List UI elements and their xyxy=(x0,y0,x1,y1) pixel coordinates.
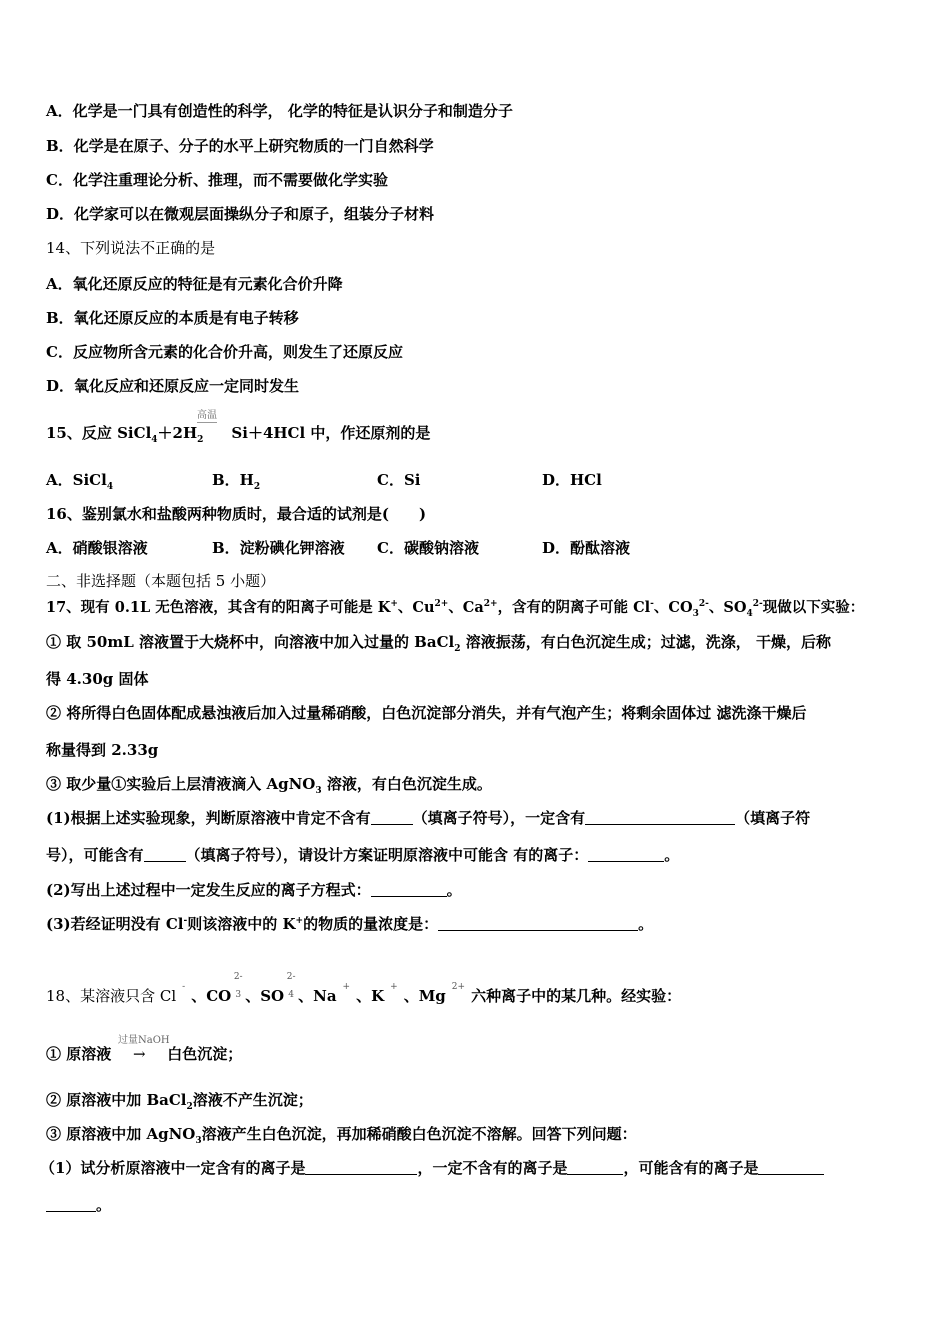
answer-blank[interactable] xyxy=(758,1160,824,1175)
q17-sup: 2- xyxy=(698,599,709,610)
q17-text: ，含有的阴离子可能 Cl xyxy=(497,599,651,616)
answer-blank[interactable] xyxy=(567,1160,623,1175)
q17-text: （填离子符号），请设计方案证明原溶液中可能含 有的离子： xyxy=(185,846,589,864)
q17-text: 17、现有 0.1L 无色溶液，其含有的阳离子可能是 K xyxy=(46,599,391,616)
q17-sup: + xyxy=(295,916,304,926)
q17-sup: 2+ xyxy=(434,599,449,610)
q18-stem xyxy=(46,972,681,1009)
q14-option-b: B．氧化还原反应的本质是有电子转移 xyxy=(46,309,299,327)
q17-text: 。 xyxy=(446,881,462,899)
q18-text: 、CO xyxy=(191,987,232,1005)
q15-option-c: C．Si xyxy=(377,471,421,489)
q17-stem xyxy=(46,598,864,618)
q17-text: 现做以下实验： xyxy=(762,599,865,616)
q17-step-1-cont: 得 4.30g 固体 xyxy=(46,670,149,688)
q14-option-d: D．氧化反应和还原反应一定同时发生 xyxy=(46,377,300,395)
q18-sub: 3 xyxy=(195,1136,202,1146)
q15-option-b-sub: 2 xyxy=(253,482,261,492)
q18-text: 、Na xyxy=(298,987,337,1005)
q18-charge-co3 xyxy=(231,972,245,1000)
q13-option-d: D．化学家可以在微观层面操纵分子和原子，组装分子材料 xyxy=(46,205,435,223)
q18-text: 六种离子中的某几种。经实验： xyxy=(471,987,682,1005)
q17-part-2 xyxy=(46,880,462,900)
q17-sup: - xyxy=(650,599,654,610)
answer-blank[interactable] xyxy=(305,1160,417,1175)
q18-text: ，一定不含有的离子是 xyxy=(417,1159,568,1177)
answer-blank[interactable] xyxy=(144,847,186,862)
q17-text: 溶液，有白色沉淀生成。 xyxy=(326,775,492,793)
q18-text: 、Mg xyxy=(403,987,446,1005)
q15-reaction-condition: 高温 xyxy=(197,410,217,421)
q15-option-a-sub: 4 xyxy=(106,482,114,492)
q14-option-a: A．氧化还原反应的特征是有元素化合价升降 xyxy=(46,275,343,293)
q15-option-a-text: A．SiCl xyxy=(46,471,107,489)
q18-step-2: ② 原溶液中加 BaCl$_2$溶液不产生沉淀； xyxy=(46,1091,313,1112)
q18-text: 、K xyxy=(356,987,385,1005)
q13-option-b: B．化学是在原子、分子的水平上研究物质的一门自然科学 xyxy=(46,137,434,155)
q15-stem xyxy=(46,423,430,443)
q18-text: （1）试分析原溶液中一定含有的离子是 xyxy=(40,1159,306,1177)
q17-text: (1)根据上述实验现象，判断原溶液中肯定不含有 xyxy=(46,809,371,827)
q17-step-2: ② 将所得白色固体配成悬浊液后加入过量稀硝酸，白色沉淀部分消失，并有气泡产生；将剩余固体过 滤洗涤干燥后 xyxy=(46,704,807,722)
q17-text: 号），可能含有 xyxy=(46,846,144,864)
q18-sup: 2- xyxy=(286,972,296,982)
q18-sup: 2+ xyxy=(451,982,466,992)
q17-step-3 xyxy=(46,774,492,794)
q14-option-c: C．反应物所含元素的化合价升高，则发生了还原反应 xyxy=(46,343,403,361)
q16-option-d: D．酚酞溶液 xyxy=(542,539,631,557)
q18-text: 溶液不产生沉淀； xyxy=(192,1091,313,1109)
q17-step-1: ① 取 50mL 溶液置于大烧杯中，向溶液中加入过量的 BaCl$_2$ 溶液振荡，有白色沉淀生成；过滤，洗涤， 干燥，后称 xyxy=(46,633,831,654)
q17-text: （填离子符号），一定含有 xyxy=(412,809,586,827)
answer-blank[interactable] xyxy=(438,916,638,931)
q15-sub: 2 xyxy=(197,435,204,445)
q18-text: 溶液产生白色沉淀，再加稀硝酸白色沉淀不溶解。回答下列问题： xyxy=(201,1125,637,1143)
q17-text: (3)若经证明没有 Cl xyxy=(46,915,184,933)
q18-part-1-cont xyxy=(46,1195,111,1215)
q17-text: 、Ca xyxy=(448,599,484,616)
q15-option-b-text: B．H xyxy=(212,471,254,489)
q16-option-b: B．淀粉碘化钾溶液 xyxy=(212,539,345,557)
q14-number: 14、下列说法不正确的是 xyxy=(46,239,216,257)
q17-part-1 xyxy=(46,808,810,828)
q15-plus: ＋2H xyxy=(157,424,198,442)
q18-sup: + xyxy=(342,982,351,992)
q15-stem-rest: Si＋4HCl 中，作还原剂的是 xyxy=(231,424,431,442)
q17-text: 。 xyxy=(664,846,680,864)
q17-text: ③ 取少量①实验后上层清液滴入 AgNO xyxy=(46,775,316,793)
q17-text: 。 xyxy=(638,915,654,933)
answer-blank[interactable] xyxy=(585,810,735,825)
q18-part-1 xyxy=(40,1158,824,1178)
q18-text: 白色沉淀； xyxy=(167,1045,243,1063)
q14-stem xyxy=(46,238,215,258)
q18-text: ③ 原溶液中加 AgNO xyxy=(46,1125,196,1143)
q17-sub: 4 xyxy=(746,608,753,619)
q18-text: ② 原溶液中加 BaCl xyxy=(46,1091,187,1109)
q17-sub: 3 xyxy=(315,786,322,796)
q15-stem-start: 15、反应 SiCl xyxy=(46,424,152,442)
q17-text: 、Cu xyxy=(397,599,435,616)
q17-text: 、SO xyxy=(708,599,747,616)
q18-text: 。 xyxy=(96,1196,112,1214)
answer-blank[interactable] xyxy=(371,810,413,825)
q17-text: 则该溶液中的 K xyxy=(187,915,296,933)
q17-sup: 2- xyxy=(752,599,763,610)
answer-blank[interactable] xyxy=(371,882,447,897)
q18-text: ① 原溶液 xyxy=(46,1045,112,1063)
q16-option-a: A．硝酸银溶液 xyxy=(46,539,148,557)
q13-option-c: C．化学注重理论分析、推理，而不需要做化学实验 xyxy=(46,171,388,189)
q18-text: ，可能含有的离子是 xyxy=(623,1159,759,1177)
q18-step-3 xyxy=(46,1124,637,1144)
reaction-arrow-icon: → xyxy=(132,1045,146,1063)
answer-blank[interactable] xyxy=(588,847,664,862)
q15-sub: 4 xyxy=(151,435,158,445)
q17-text: 的物质的量浓度是： xyxy=(303,915,439,933)
q18-text: 18、某溶液只含 Cl xyxy=(46,987,177,1005)
answer-blank[interactable] xyxy=(46,1197,96,1212)
q17-text: 、CO xyxy=(653,599,693,616)
q17-part-3 xyxy=(46,914,653,934)
q17-sub: 3 xyxy=(692,608,699,619)
q17-sup: + xyxy=(390,599,398,610)
q13-option-a: A．化学是一门具有创造性的科学， 化学的特征是认识分子和制造分子 xyxy=(46,102,513,120)
q18-sub: 3 xyxy=(235,990,242,1000)
q18-text: 、SO xyxy=(245,987,285,1005)
q16-option-c: C．碳酸钠溶液 xyxy=(377,539,479,557)
q18-sup: - xyxy=(182,982,186,992)
q17-text: 溶液振荡，有白色沉淀生成；过滤，洗涤， 干燥，后称 xyxy=(465,633,831,651)
section-heading: 二、非选择题（本题包括 5 小题） xyxy=(46,572,276,590)
q15-option-b xyxy=(212,470,260,490)
q18-step-1 xyxy=(46,1044,242,1064)
q17-text: （填离子符 xyxy=(735,809,811,827)
q16-stem: 16、鉴别氯水和盐酸两种物质时，最合适的试剂是( ) xyxy=(46,505,427,523)
q18-arrow-condition: 过量NaOH xyxy=(118,1035,170,1046)
q18-charge-so4 xyxy=(284,972,298,1000)
q17-sup: 2+ xyxy=(483,599,498,610)
q17-text: (2)写出上述过程中一定发生反应的离子方程式： xyxy=(46,881,371,899)
q18-sub: 4 xyxy=(288,990,294,1000)
q17-part-1-cont xyxy=(46,845,679,865)
q17-text: ① 取 50mL 溶液置于大烧杯中，向溶液中加入过量的 BaCl xyxy=(46,633,455,651)
q17-step-2-cont: 称量得到 2.33g xyxy=(46,741,159,759)
q15-option-d: D．HCl xyxy=(542,471,602,489)
q18-sup: + xyxy=(390,982,398,992)
q18-sup: 2- xyxy=(233,972,243,982)
q17-sup: - xyxy=(183,916,188,926)
q15-option-a xyxy=(46,470,113,490)
